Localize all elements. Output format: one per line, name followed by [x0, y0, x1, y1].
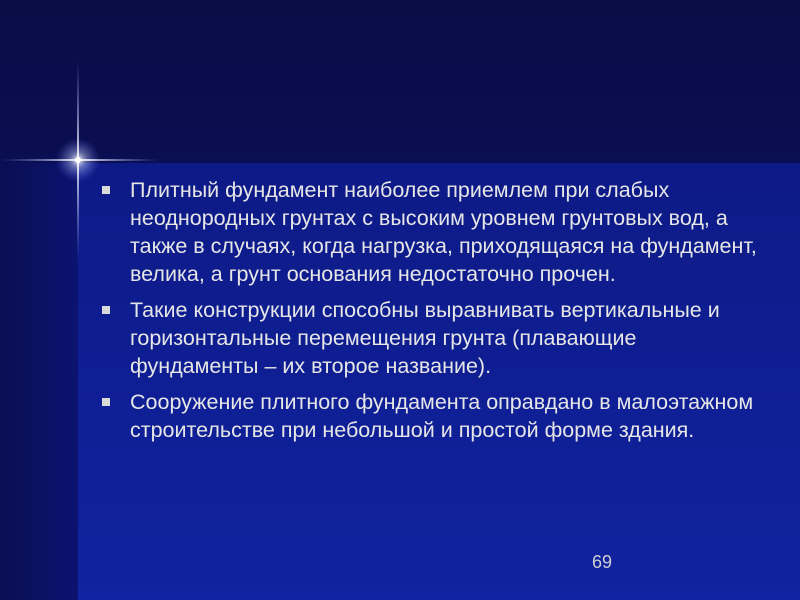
list-item: [100, 388, 760, 444]
bullet-text: Сооружение плитного фундамента оправдано в малоэтажном строительстве при небольшой и простой форме здания.: [130, 390, 754, 442]
bullet-list: [100, 176, 760, 452]
square-bullet-icon: [102, 398, 110, 406]
list-item: [100, 176, 760, 288]
slide-title-band: [0, 0, 800, 163]
page-number: 69: [592, 552, 613, 572]
bullet-text: Такие конструкции способны выравнивать вертикальные и горизонтальные перемещения грунта (плавающие фундаменты – их второе название).: [130, 298, 720, 378]
bullet-text: Плитный фундамент наиболее приемлем при слабых неоднородных грунтах с высоким уровнем грунтовых вод, а также в случаях, когда нагрузка, приходящаяся на фундамент, велика, а грунт основания недостаточно прочен.: [130, 178, 757, 286]
square-bullet-icon: [102, 306, 110, 314]
slide-left-strip: [0, 163, 78, 600]
square-bullet-icon: [102, 186, 110, 194]
list-item: [100, 296, 760, 380]
